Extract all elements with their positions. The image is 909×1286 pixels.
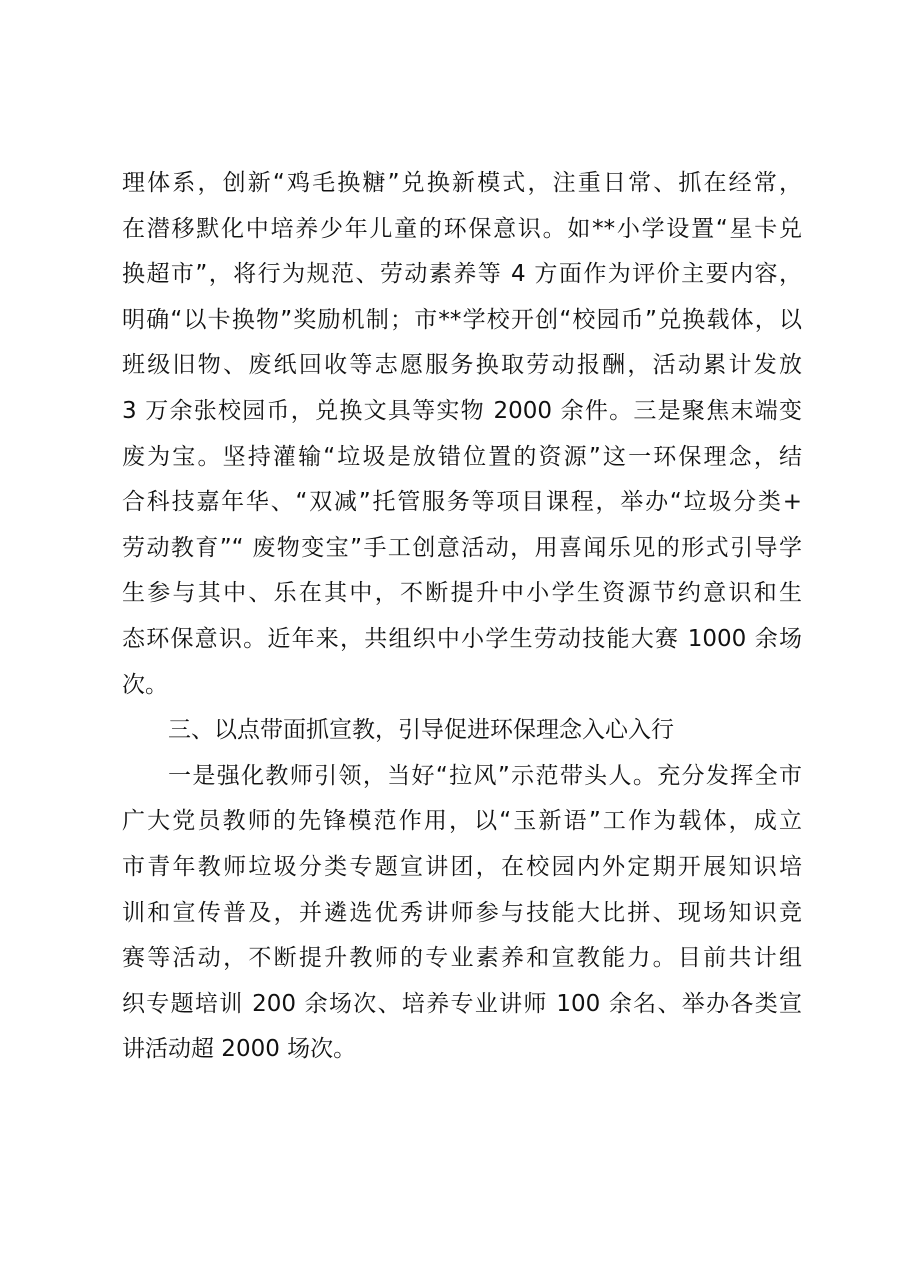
- text-line: 换超市”，将行为规范、劳动素养等 4 方面作为评价主要内容，: [122, 261, 802, 288]
- body-text: [122, 161, 802, 1073]
- text-line: 一是强化教师引领，当好“拉风”示范带头人。充分发挥全市: [168, 762, 802, 789]
- text-line: 明确“以卡换物”奖励机制；市**学校开创“校园币”兑换载体，以: [122, 306, 802, 333]
- text-line: 态环保意识。近年来，共组织中小学生劳动技能大赛 1000 余场: [122, 625, 802, 652]
- section-heading: 三、以点带面抓宣教，引导促进环保理念入心入行: [168, 717, 674, 744]
- text-line: 织专题培训 200 余场次、培养专业讲师 100 余名、举办各类宣: [122, 990, 802, 1017]
- text-line: 生参与其中、乐在其中，不断提升中小学生资源节约意识和生: [122, 580, 802, 607]
- text-line: 训和宣传普及，并遴选优秀讲师参与技能大比拼、现场知识竞: [122, 899, 802, 926]
- text-line: 讲活动超 2000 场次。: [122, 1036, 357, 1063]
- text-line: 市青年教师垃圾分类专题宣讲团，在校园内外定期开展知识培: [122, 853, 802, 880]
- text-line: 在潜移默化中培养少年儿童的环保意识。如**小学设置“星卡兑: [122, 215, 802, 242]
- text-line: 赛等活动，不断提升教师的专业素养和宣教能力。目前共计组: [122, 945, 802, 972]
- text-line: 次。: [122, 671, 168, 698]
- text-line: 废为宝。坚持灌输“垃圾是放错位置的资源”这一环保理念，结: [122, 443, 802, 470]
- text-line: 劳动教育”“ 废物变宝”手工创意活动，用喜闻乐见的形式引导学: [122, 534, 802, 561]
- text-line: 广大党员教师的先锋模范作用，以“玉新语”工作为载体，成立: [122, 808, 802, 835]
- text-line: 班级旧物、废纸回收等志愿服务换取劳动报酬，活动累计发放: [122, 352, 802, 379]
- text-line: 理体系，创新“鸡毛换糖”兑换新模式，注重日常、抓在经常，: [122, 170, 802, 196]
- text-line: 3 万余张校园币，兑换文具等实物 2000 余件。三是聚焦末端变: [122, 397, 802, 424]
- text-line: 合科技嘉年华、“双减”托管服务等项目课程，举办“垃圾分类+: [122, 489, 802, 516]
